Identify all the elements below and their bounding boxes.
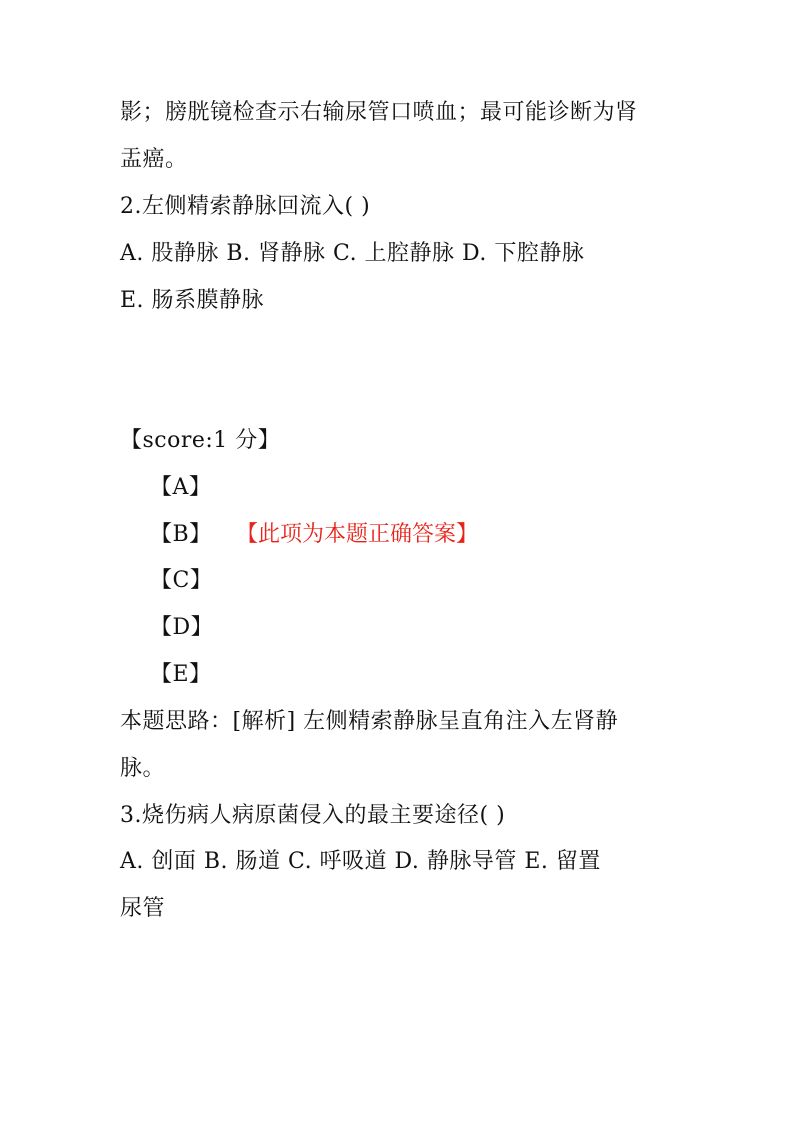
prev-explanation-line2: 盂癌。 xyxy=(120,147,188,172)
question-3-options-line2: 尿管 xyxy=(120,896,166,921)
question-2-stem: 2.左侧精索静脉回流入( ) xyxy=(120,194,371,219)
correct-answer-mark: 【此项为本题正确答案】 xyxy=(236,522,479,547)
question-2-options-line2: E. 肠系膜静脉 xyxy=(120,288,265,313)
prev-explanation-line1: 影；膀胱镜检查示右输尿管口喷血；最可能诊断为肾 xyxy=(120,100,638,125)
choice-d: 【D】 xyxy=(150,615,214,640)
question-3-stem: 3.烧伤病人病原菌侵入的最主要途径( ) xyxy=(120,803,506,828)
explanation-line1: 本题思路：[解析] 左侧精索静脉呈直角注入左肾静 xyxy=(120,709,619,734)
choice-c: 【C】 xyxy=(150,568,213,593)
choice-e: 【E】 xyxy=(150,662,212,687)
explanation-line2: 脉。 xyxy=(120,756,166,781)
choice-b: 【B】 xyxy=(150,522,212,547)
question-2-options-line1: A. 股静脉 B. 肾静脉 C. 上腔静脉 D. 下腔静脉 xyxy=(120,241,585,266)
choice-a: 【A】 xyxy=(150,475,212,500)
score-label: 【score:1 分】 xyxy=(120,428,281,453)
question-3-options-line1: A. 创面 B. 肠道 C. 呼吸道 D. 静脉导管 E. 留置 xyxy=(120,849,601,874)
